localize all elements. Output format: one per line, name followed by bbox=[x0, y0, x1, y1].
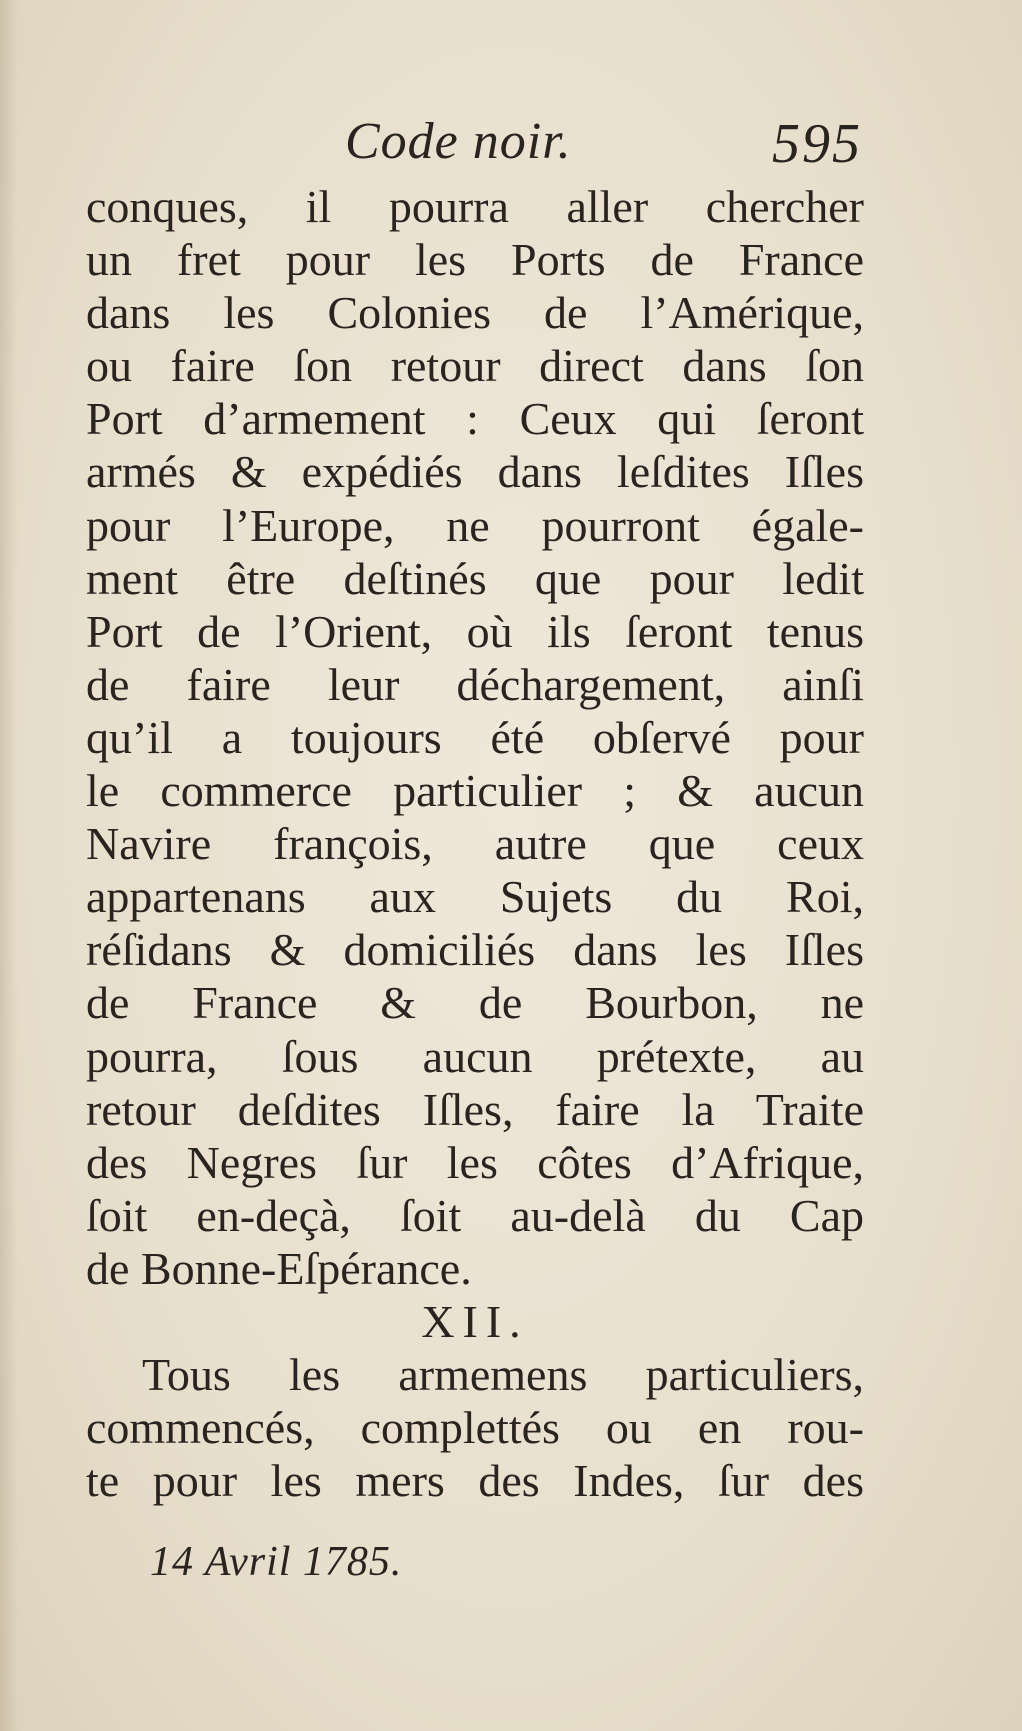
running-head bbox=[0, 108, 1022, 188]
text-line: ſoit en-deçà, ſoit au-delà du Cap bbox=[86, 1189, 864, 1241]
text-line: retour deſdites Iſles, faire la Traite bbox=[86, 1083, 864, 1135]
text-line: Port de l’Orient, où ils ſeront tenus bbox=[86, 605, 864, 657]
running-title: Code noir. bbox=[345, 113, 572, 170]
printer-date-signature: 14 Avril 1785. bbox=[150, 1539, 403, 1585]
text-line: ou faire ſon retour direct dans ſon bbox=[86, 340, 864, 392]
text-line: Port d’armement : Ceux qui ſeront bbox=[86, 393, 864, 445]
text-line: de Bonne-Eſpérance. bbox=[86, 1242, 472, 1294]
text-line: pourra, ſous aucun prétexte, au bbox=[86, 1030, 864, 1082]
text-line: Navire françois, autre que ceux bbox=[86, 818, 864, 870]
text-line: de France & de Bourbon, ne bbox=[86, 977, 864, 1029]
body-text bbox=[86, 180, 864, 1507]
text-line: le commerce particulier ; & aucun bbox=[86, 765, 864, 817]
text-line: de faire leur déchargement, ainſi bbox=[86, 658, 864, 710]
text-line: conques, il pourra aller chercher bbox=[86, 181, 864, 232]
text-line: te pour les mers des Indes, ſur des bbox=[86, 1455, 864, 1507]
page-number: 595 bbox=[772, 113, 862, 175]
text-line: commencés, complettés ou en rou- bbox=[86, 1402, 864, 1454]
text-line: pour l’Europe, ne pourront égale- bbox=[86, 499, 864, 551]
text-line: qu’il a toujours été obſervé pour bbox=[86, 711, 864, 763]
page-edge-shadow bbox=[0, 0, 18, 1731]
text-line: armés & expédiés dans leſdites Iſles bbox=[86, 446, 864, 498]
article-heading: XII. bbox=[421, 1295, 529, 1347]
text-line: des Negres ſur les côtes d’Afrique, bbox=[86, 1136, 864, 1188]
text-line: Tous les armemens particuliers, bbox=[142, 1348, 864, 1400]
text-line: un fret pour les Ports de France bbox=[86, 234, 864, 286]
text-line: dans les Colonies de l’Amérique, bbox=[86, 287, 864, 339]
text-line: appartenans aux Sujets du Roi, bbox=[86, 871, 864, 923]
text-line: réſidans & domiciliés dans les Iſles bbox=[86, 924, 864, 976]
text-line: ment être deſtinés que pour ledit bbox=[86, 552, 864, 604]
